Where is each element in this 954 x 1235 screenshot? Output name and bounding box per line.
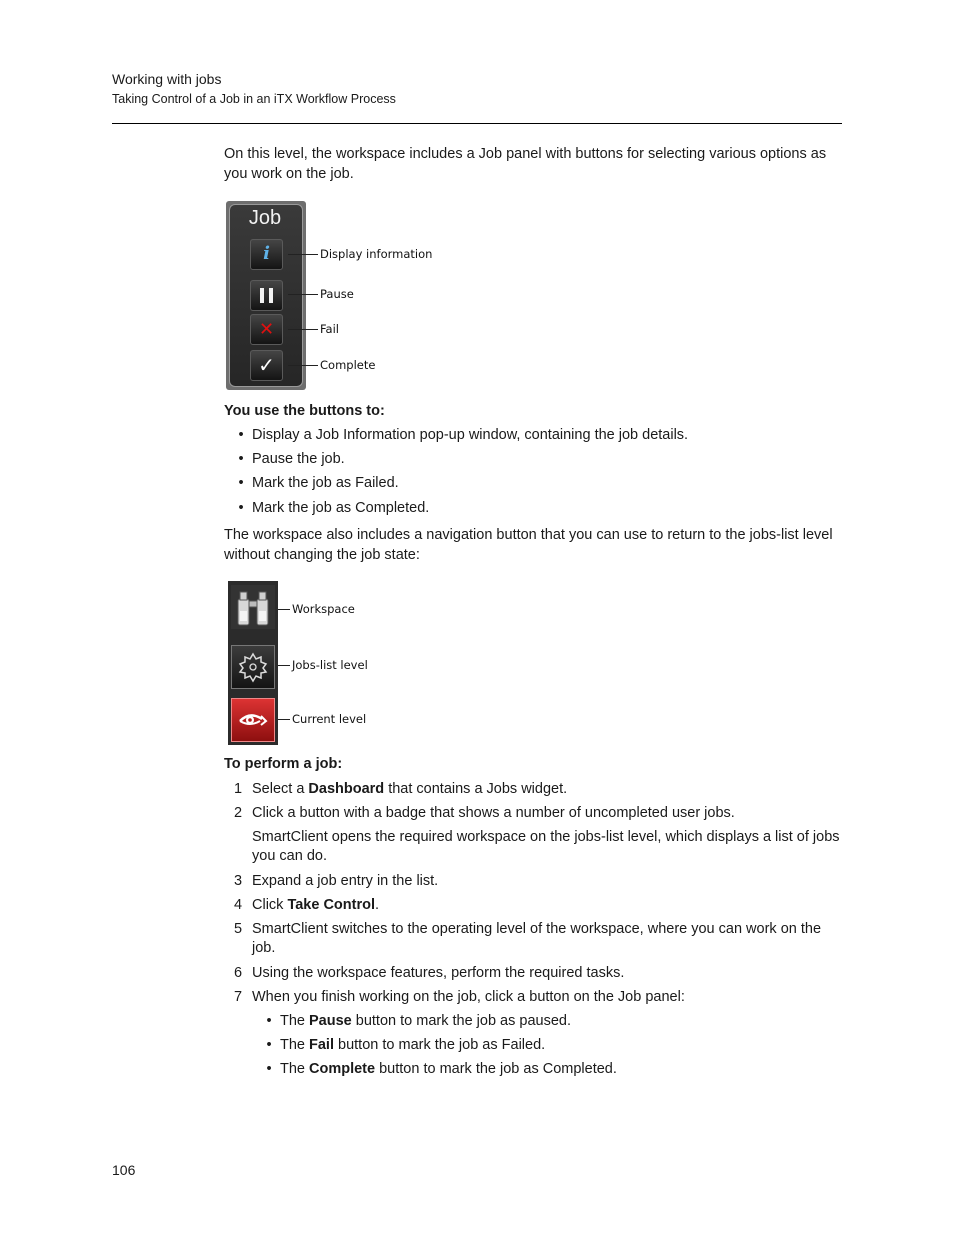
- intro-paragraph: On this level, the workspace includes a Job panel with buttons for selecting various options as you work on the job.: [224, 146, 827, 182]
- job-panel: [226, 201, 306, 390]
- eye-icon: [232, 699, 274, 741]
- callout-pause: Pause: [320, 287, 354, 301]
- callout-display-information: Display information: [320, 247, 433, 261]
- current-level-button[interactable]: [231, 698, 275, 742]
- info-icon: i: [263, 243, 270, 264]
- checkmark-icon: ✓: [258, 355, 275, 377]
- running-header-section: Taking Control of a Job in an iTX Workflow Process: [112, 92, 396, 106]
- nav-paragraph: The workspace also includes a navigation button that you can use to return to the jobs-list level without changing the job state:: [224, 527, 833, 563]
- fail-button[interactable]: [250, 314, 283, 345]
- jobs-list-level-button[interactable]: [231, 645, 275, 689]
- display-information-button[interactable]: [250, 239, 283, 270]
- binoculars-icon: [231, 585, 275, 629]
- step-note: SmartClient opens the required workspace on the jobs-list level, which displays a list of jobs you can do.: [252, 829, 840, 864]
- fail-x-icon: ✕: [258, 319, 275, 339]
- gear-icon: [232, 646, 274, 688]
- callout-workspace: Workspace: [292, 602, 355, 616]
- nav-panel: [228, 581, 278, 745]
- header-rule: [112, 123, 842, 124]
- pause-button[interactable]: [250, 280, 283, 311]
- complete-button[interactable]: [250, 350, 283, 381]
- callout-current-level: Current level: [292, 712, 367, 726]
- job-panel-title: Job: [248, 207, 282, 229]
- callout-fail: Fail: [320, 322, 339, 336]
- callout-jobs-list-level: Jobs-list level: [292, 658, 368, 672]
- pause-icon: [260, 288, 264, 303]
- callout-complete: Complete: [320, 358, 376, 372]
- page-number: 106: [112, 1162, 136, 1178]
- job-panel-figure: [226, 201, 466, 391]
- perform-heading: To perform a job:: [224, 756, 343, 772]
- use-heading: You use the buttons to:: [224, 403, 385, 419]
- workspace-button[interactable]: [231, 585, 275, 629]
- running-header-chapter: Working with jobs: [112, 71, 222, 87]
